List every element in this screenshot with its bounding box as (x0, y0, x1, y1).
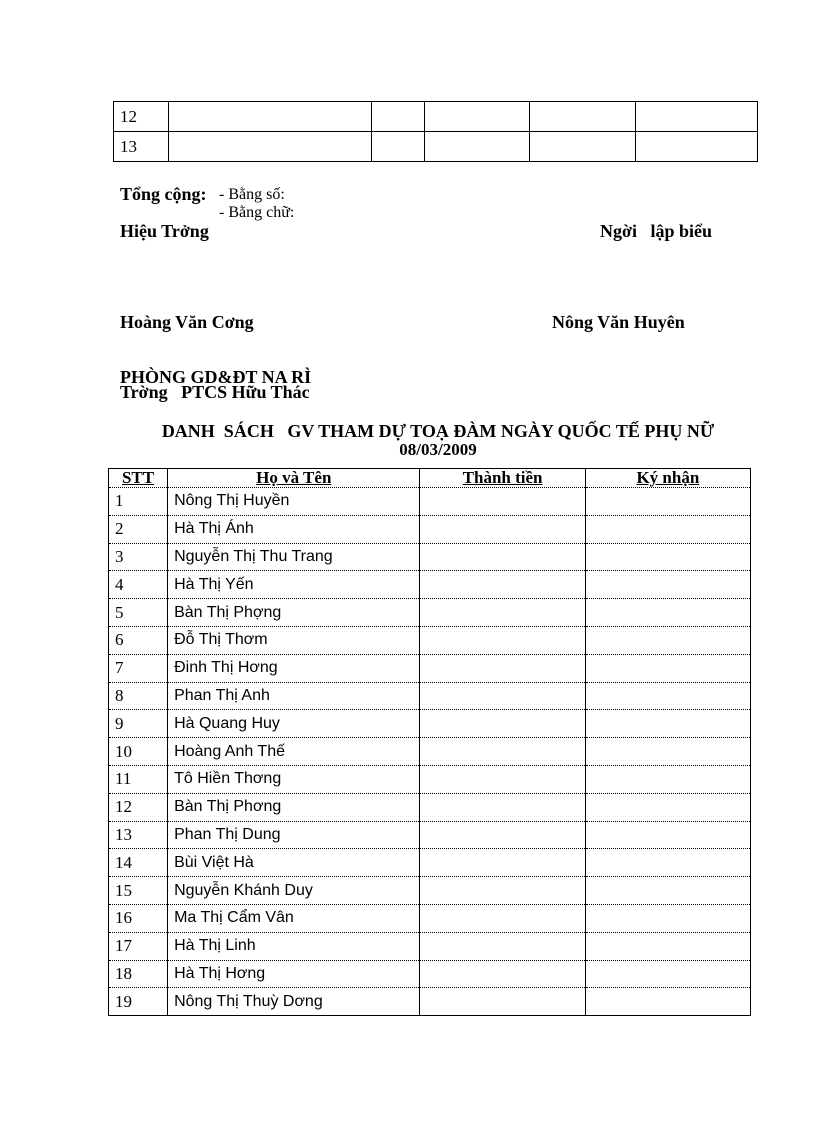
stt-cell: 9 (109, 710, 168, 738)
signature-cell (585, 654, 750, 682)
name-cell: Hà Quang Huy (168, 710, 420, 738)
name-cell: Hoàng Anh Thế (168, 738, 420, 766)
amount-cell (420, 960, 585, 988)
table-row (109, 904, 751, 932)
table-row (109, 515, 751, 543)
stt-cell: 6 (109, 626, 168, 654)
table-row (109, 793, 751, 821)
stt-cell: 10 (109, 738, 168, 766)
total-by-number: - Bằng số: (219, 186, 285, 203)
amount-cell (420, 599, 585, 627)
name-cell: Phan Thị Dung (168, 821, 420, 849)
signature-cell (585, 488, 750, 516)
table-row (109, 988, 751, 1016)
column-header-name: Họ và Tên (168, 469, 420, 488)
amount-cell (420, 821, 585, 849)
name-cell: Nông Thị Thuỳ Dơng (168, 988, 420, 1016)
name-cell: Hà Thị Ánh (168, 515, 420, 543)
signature-cell (585, 904, 750, 932)
stt-cell: 13 (109, 821, 168, 849)
signature-cell (585, 571, 750, 599)
amount-cell (420, 543, 585, 571)
column-header-amount: Thành tiền (420, 469, 585, 488)
amount-cell (420, 932, 585, 960)
name-cell: Nguyễn Thị Thu Trang (168, 543, 420, 571)
name-cell: Nông Thị Huyền (168, 488, 420, 516)
table-row (109, 599, 751, 627)
name-cell: Bàn Thị Phơng (168, 793, 420, 821)
continuation-table (113, 101, 758, 162)
amount-cell (420, 626, 585, 654)
name-cell: Hà Thị Yến (168, 571, 420, 599)
signature-cell (585, 988, 750, 1016)
stt-cell: 17 (109, 932, 168, 960)
amount-cell (420, 904, 585, 932)
table-row (114, 102, 758, 132)
amount-cell (420, 710, 585, 738)
table-header-row (109, 469, 751, 488)
name-cell: Bùi Việt Hà (168, 849, 420, 877)
signature-cell (585, 765, 750, 793)
preparer-name: Nông Văn Huyên (552, 312, 685, 332)
amount-cell (420, 488, 585, 516)
table-row (109, 821, 751, 849)
table-row (114, 132, 758, 162)
name-cell: Hà Thị Hơng (168, 960, 420, 988)
signature-cell (585, 960, 750, 988)
signature-cell (585, 515, 750, 543)
teacher-list-table (108, 468, 751, 1016)
table-row (109, 738, 751, 766)
stt-cell: 11 (109, 765, 168, 793)
amount-cell (420, 738, 585, 766)
signature-cell (585, 543, 750, 571)
table-row (109, 710, 751, 738)
table-row (109, 626, 751, 654)
name-cell: Nguyễn Khánh Duy (168, 877, 420, 905)
stt-cell: 12 (109, 793, 168, 821)
table-row (109, 849, 751, 877)
stt-cell: 4 (109, 571, 168, 599)
principal-title: Hiệu Trởng (120, 221, 209, 241)
column-header-signature: Ký nhận (585, 469, 750, 488)
row-number: 13 (114, 132, 169, 162)
stt-cell: 1 (109, 488, 168, 516)
amount-cell (420, 793, 585, 821)
signature-cell (585, 626, 750, 654)
signature-cell (585, 793, 750, 821)
document-date: 08/03/2009 (399, 440, 477, 459)
table-row (109, 877, 751, 905)
stt-cell: 2 (109, 515, 168, 543)
stt-cell: 7 (109, 654, 168, 682)
stt-cell: 15 (109, 877, 168, 905)
amount-cell (420, 849, 585, 877)
signature-cell (585, 849, 750, 877)
document-title: DANH SÁCH GV THAM DỰ TOẠ ĐÀM NGÀY QUỐC TẾ PHỤ NỮ (161, 421, 715, 441)
amount-cell (420, 988, 585, 1016)
preparer-title: Ngời lập biểu (600, 221, 712, 241)
row-number: 12 (114, 102, 169, 132)
department-name: PHÒNG GD&ĐT NA RÌ (120, 367, 312, 387)
name-cell: Phan Thị Anh (168, 682, 420, 710)
column-header-stt: STT (109, 469, 168, 488)
stt-cell: 5 (109, 599, 168, 627)
table-row (109, 571, 751, 599)
stt-cell: 18 (109, 960, 168, 988)
stt-cell: 8 (109, 682, 168, 710)
amount-cell (420, 571, 585, 599)
total-by-words: - Bằng chữ: (219, 204, 295, 221)
amount-cell (420, 682, 585, 710)
table-row (109, 765, 751, 793)
name-cell: Tô Hiền Thơng (168, 765, 420, 793)
signature-cell (585, 877, 750, 905)
table-row (109, 960, 751, 988)
signature-cell (585, 710, 750, 738)
totals-label: Tổng cộng: (120, 184, 207, 204)
table-row (109, 932, 751, 960)
stt-cell: 14 (109, 849, 168, 877)
amount-cell (420, 765, 585, 793)
table-row (109, 682, 751, 710)
signature-cell (585, 821, 750, 849)
table-row (109, 543, 751, 571)
stt-cell: 3 (109, 543, 168, 571)
table-row (109, 488, 751, 516)
name-cell: Ma Thị Cẩm Vân (168, 904, 420, 932)
principal-name: Hoàng Văn Cơng (120, 312, 254, 332)
name-cell: Bàn Thị Phợng (168, 599, 420, 627)
amount-cell (420, 654, 585, 682)
signature-cell (585, 682, 750, 710)
name-cell: Đinh Thị Hơng (168, 654, 420, 682)
signature-cell (585, 599, 750, 627)
amount-cell (420, 515, 585, 543)
school-name: Trờng PTCS Hữu Thác (120, 382, 310, 402)
amount-cell (420, 877, 585, 905)
stt-cell: 16 (109, 904, 168, 932)
stt-cell: 19 (109, 988, 168, 1016)
name-cell: Đỗ Thị Thơm (168, 626, 420, 654)
name-cell: Hà Thị Linh (168, 932, 420, 960)
table-row (109, 654, 751, 682)
signature-cell (585, 738, 750, 766)
signature-cell (585, 932, 750, 960)
